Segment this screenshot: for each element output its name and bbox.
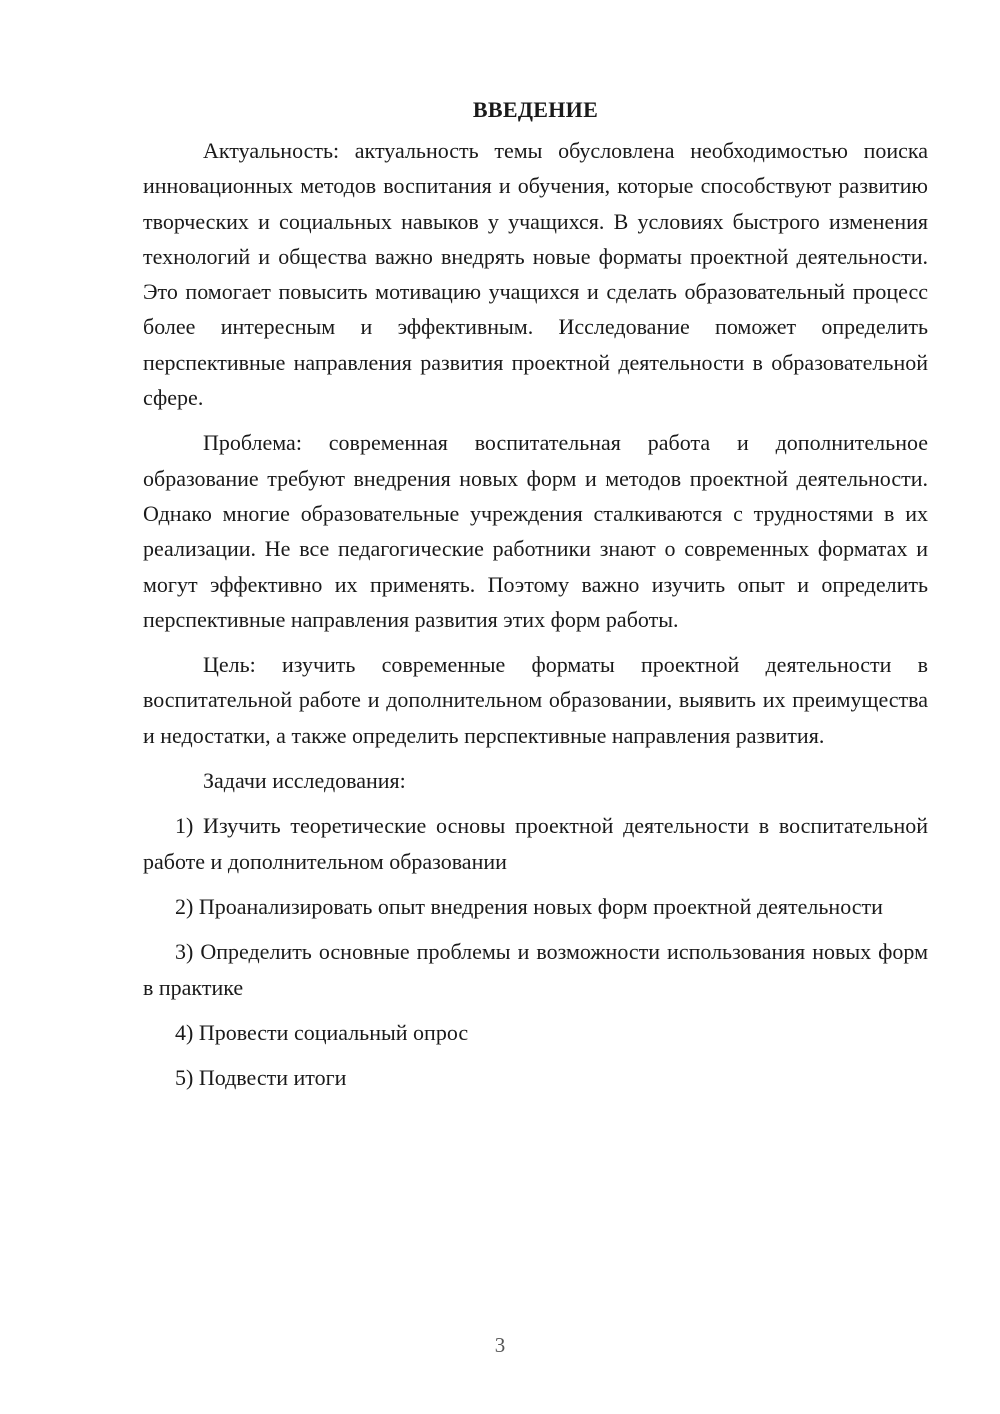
page-title: ВВЕДЕНИЕ [472, 97, 599, 122]
task-item-5: 5) Подвести итоги [175, 1065, 347, 1091]
tasks-heading: Задачи исследования: [203, 768, 406, 794]
tasks-list [143, 808, 928, 1095]
document-page [143, 96, 928, 1105]
goal-paragraph: Цель: изучить современные форматы проектной деятельности в воспитательной работе и дополнительном образовании, выявить их преимущества и недостатки, а также определить перспективные направления развития. [143, 652, 928, 748]
page-number: 3 [494, 1333, 506, 1357]
task-item-2: 2) Проанализировать опыт внедрения новых форм проектной деятельности [175, 893, 883, 919]
task-item-4: 4) Провести социальный опрос [175, 1019, 469, 1045]
task-item-3: 3) Определить основные проблемы и возможности использования новых форм в практике [143, 939, 928, 1000]
task-item-1: 1) Изучить теоретические основы проектной деятельности в воспитательной работе и дополнительном образовании [143, 813, 928, 874]
relevance-paragraph: Актуальность: актуальность темы обусловлена необходимостью поиска инновационных методов воспитания и обучения, которые способствуют развитию творческих и социальных навыков у учащихся. В условиях быстрого изменения технологий и общества важно внедрять новые форматы проектной деятельности. Это помогает повысить мотивацию учащихся и сделать образовательный процесс более интересным и эффективным. Исследование поможет определить перспективные направления развития проектной деятельности в образовательной сфере. [143, 138, 928, 411]
problem-paragraph: Проблема: современная воспитательная работа и дополнительное образование требуют внедрения новых форм и методов проектной деятельности. Однако многие образовательные учреждения сталкиваются с трудностями в их реализации. Не все педагогические работники знают о современных форматах и могут эффективно их применять. Поэтому важно изучить опыт и определить перспективные направления развития этих форм работы. [143, 430, 928, 632]
